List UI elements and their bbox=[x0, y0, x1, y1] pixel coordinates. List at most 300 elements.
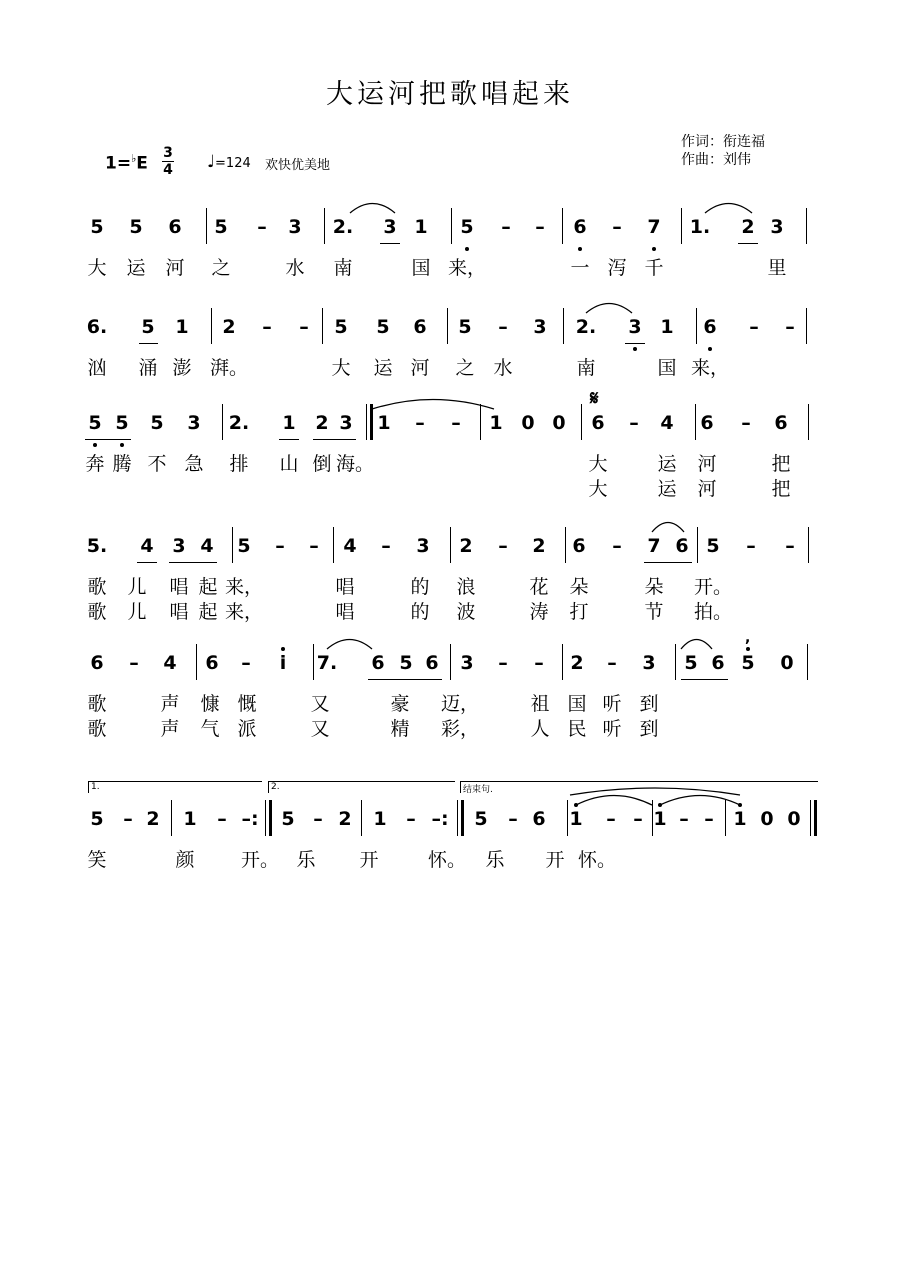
lyric-verse-1: 花 bbox=[529, 576, 549, 598]
slur bbox=[372, 396, 494, 410]
melody-note: 1 bbox=[373, 808, 387, 830]
lyric-verse-1: 运 bbox=[373, 357, 393, 379]
melody-note: – bbox=[785, 535, 795, 557]
melody-note: 2 bbox=[570, 652, 584, 674]
lyric-verse-1: 的 bbox=[410, 576, 430, 598]
barline bbox=[562, 208, 563, 244]
lyric-verse-1: 开 bbox=[359, 849, 379, 871]
melody-note: 6 bbox=[700, 412, 714, 434]
slur bbox=[681, 636, 712, 650]
melody-note: 5 bbox=[684, 652, 698, 674]
melody-note: – bbox=[451, 412, 461, 434]
lyric-verse-1: 开 bbox=[545, 849, 565, 871]
beam-underline bbox=[380, 243, 400, 244]
melody-note: – bbox=[633, 808, 643, 830]
melody-note: – bbox=[746, 535, 756, 557]
beam-underline bbox=[368, 679, 442, 680]
melody-note: 6 bbox=[573, 216, 587, 238]
melody-note: – bbox=[217, 808, 227, 830]
lyric-verse-2: 唱 bbox=[335, 601, 355, 623]
barline bbox=[565, 527, 566, 563]
lyric-verse-1: 水 bbox=[285, 257, 305, 279]
lyric-verse-1: 歌 bbox=[87, 576, 107, 598]
tempo-mark bbox=[207, 152, 251, 172]
barline bbox=[450, 644, 451, 680]
beam-underline bbox=[137, 562, 157, 563]
melody-note: – bbox=[501, 216, 511, 238]
melody-note: – bbox=[241, 652, 251, 674]
barline bbox=[808, 404, 809, 440]
melody-note: – bbox=[257, 216, 267, 238]
melody-note: – bbox=[606, 808, 616, 830]
melody-note: 4 bbox=[200, 535, 214, 557]
lyric-verse-2: 民 bbox=[567, 718, 587, 740]
barline bbox=[563, 308, 564, 344]
segno-icon: 𝄋 bbox=[590, 386, 599, 410]
melody-note: 7 bbox=[647, 216, 661, 238]
melody-note: – bbox=[612, 535, 622, 557]
barline bbox=[810, 800, 811, 836]
double-barline bbox=[269, 800, 272, 836]
melody-note: – bbox=[415, 412, 425, 434]
melody-note: 5 bbox=[115, 412, 129, 434]
lyric-verse-1: 把 bbox=[771, 453, 791, 475]
lyric-verse-1: 朵 bbox=[644, 576, 664, 598]
lyric-verse-2: 拍。 bbox=[693, 601, 733, 623]
barline bbox=[447, 308, 448, 344]
lyric-verse-1: 大 bbox=[588, 453, 608, 475]
lyric-verse-2: 儿 bbox=[127, 601, 147, 623]
melody-note: – bbox=[508, 808, 518, 830]
melody-note: 5 bbox=[150, 412, 164, 434]
melody-note: 4 bbox=[343, 535, 357, 557]
melody-note: – bbox=[498, 652, 508, 674]
lyric-verse-2: 波 bbox=[456, 601, 476, 623]
melody-note: 6 bbox=[675, 535, 689, 557]
melody-note: 7 bbox=[647, 535, 661, 557]
slur bbox=[327, 636, 372, 650]
lyric-verse-2: 唱 bbox=[169, 601, 189, 623]
lyric-verse-1: 笑 bbox=[87, 849, 107, 871]
lyric-verse-2: 听 bbox=[602, 718, 622, 740]
volta-edge bbox=[88, 781, 89, 793]
melody-note: 0 bbox=[760, 808, 774, 830]
melody-note: – bbox=[406, 808, 416, 830]
barline bbox=[808, 527, 809, 563]
barline bbox=[562, 644, 563, 680]
lyric-verse-1: 运 bbox=[126, 257, 146, 279]
slur bbox=[350, 200, 395, 214]
flat-icon: ♭ bbox=[131, 152, 137, 165]
barline bbox=[806, 208, 807, 244]
lyric-verse-1: 河 bbox=[410, 357, 430, 379]
melody-note: 6 bbox=[703, 316, 717, 338]
melody-note: – bbox=[309, 535, 319, 557]
lyric-verse-1: 南 bbox=[333, 257, 353, 279]
quarter-note-icon: ♩ bbox=[207, 152, 216, 172]
lyric-verse-1: 湃。 bbox=[209, 357, 249, 379]
time-signature bbox=[162, 146, 174, 177]
lyric-verse-1: 到 bbox=[639, 693, 659, 715]
lyric-verse-1: 来， bbox=[224, 576, 264, 598]
barline bbox=[322, 308, 323, 344]
lyric-verse-2: 气 bbox=[200, 718, 220, 740]
double-barline bbox=[461, 800, 464, 836]
key-signature bbox=[105, 152, 148, 174]
melody-note: 1 bbox=[653, 808, 667, 830]
melody-note: – bbox=[629, 412, 639, 434]
melody-note: – bbox=[607, 652, 617, 674]
melody-note: 5 bbox=[141, 316, 155, 338]
melody-note: – bbox=[498, 316, 508, 338]
lyric-verse-1: 之 bbox=[211, 257, 231, 279]
double-barline bbox=[814, 800, 817, 836]
low-octave-dot bbox=[578, 247, 582, 251]
low-octave-dot bbox=[708, 347, 712, 351]
lyric-verse-1: 歌 bbox=[87, 693, 107, 715]
melody-note: 5 bbox=[376, 316, 390, 338]
lyric-verse-2: 运 bbox=[657, 478, 677, 500]
melody-note: 5 bbox=[281, 808, 295, 830]
slur bbox=[652, 519, 684, 533]
lyric-verse-2: 打 bbox=[569, 601, 589, 623]
barline bbox=[807, 644, 808, 680]
volta-label: 结束句. bbox=[463, 785, 493, 795]
key-label: 1= bbox=[105, 153, 132, 174]
melody-note: 5 bbox=[237, 535, 251, 557]
barline bbox=[681, 208, 682, 244]
lyric-verse-1: 一 bbox=[570, 257, 590, 279]
high-octave-dot bbox=[746, 647, 750, 651]
melody-note: 4 bbox=[140, 535, 154, 557]
expression-mark: 欢快优美地 bbox=[265, 158, 331, 173]
lyric-verse-1: 乐 bbox=[485, 849, 505, 871]
barline bbox=[333, 527, 334, 563]
barline bbox=[211, 308, 212, 344]
high-octave-dot bbox=[281, 647, 285, 651]
barline bbox=[675, 644, 676, 680]
melody-note: – bbox=[262, 316, 272, 338]
melody-note: 1. bbox=[689, 216, 711, 238]
lyric-verse-1: 汹 bbox=[87, 357, 107, 379]
melody-note: 7. bbox=[316, 652, 338, 674]
lyric-verse-1: 唱 bbox=[335, 576, 355, 598]
lyric-verse-1: 唱 bbox=[169, 576, 189, 598]
lyric-verse-1: 国 bbox=[411, 257, 431, 279]
volta-bracket bbox=[268, 781, 455, 792]
melody-note: 6 bbox=[532, 808, 546, 830]
lyric-verse-1: 祖 bbox=[530, 693, 550, 715]
melody-note: – bbox=[749, 316, 759, 338]
barline bbox=[450, 527, 451, 563]
lyric-verse-1: 国 bbox=[567, 693, 587, 715]
barline bbox=[222, 404, 223, 440]
lyric-verse-2: 来， bbox=[224, 601, 264, 623]
melody-note: 3 bbox=[770, 216, 784, 238]
melody-note: 5 bbox=[399, 652, 413, 674]
melody-note: 6 bbox=[168, 216, 182, 238]
lyric-verse-1: 豪 bbox=[390, 693, 410, 715]
lyric-verse-1: 海。 bbox=[335, 453, 375, 475]
melody-note: 5 bbox=[474, 808, 488, 830]
melody-note: 3 bbox=[339, 412, 353, 434]
melody-note: 2 bbox=[222, 316, 236, 338]
barline bbox=[652, 800, 653, 836]
lyric-verse-1: 开。 bbox=[693, 576, 733, 598]
melody-note: 3 bbox=[628, 316, 642, 338]
lyric-verse-2: 声 bbox=[160, 718, 180, 740]
lyric-verse-2: 精 bbox=[390, 718, 410, 740]
melody-note: 3 bbox=[416, 535, 430, 557]
melody-note: 5 bbox=[741, 652, 755, 674]
time-top: 3 bbox=[163, 145, 173, 161]
lyric-verse-1: 南 bbox=[576, 357, 596, 379]
lyric-verse-2: 彩， bbox=[440, 718, 480, 740]
lyric-verse-1: 大 bbox=[331, 357, 351, 379]
lyric-verse-1: 奔 bbox=[85, 453, 105, 475]
melody-note: – bbox=[313, 808, 323, 830]
tie bbox=[570, 785, 740, 797]
barline bbox=[324, 208, 325, 244]
melody-note: – bbox=[123, 808, 133, 830]
lyric-verse-1: 浪 bbox=[456, 576, 476, 598]
volta-edge bbox=[268, 781, 269, 793]
melody-note: 1 bbox=[489, 412, 503, 434]
lyric-verse-2: 歌 bbox=[87, 601, 107, 623]
lyric-verse-2: 河 bbox=[697, 478, 717, 500]
melody-note: – bbox=[275, 535, 285, 557]
lyric-verse-1: 慷 bbox=[200, 693, 220, 715]
barline bbox=[313, 644, 314, 680]
melody-note: 6 bbox=[413, 316, 427, 338]
beam-underline bbox=[139, 343, 158, 344]
beam-underline bbox=[681, 679, 728, 680]
lyric-verse-1: 慨 bbox=[237, 693, 257, 715]
melody-note: 5 bbox=[90, 808, 104, 830]
melody-note: 6 bbox=[90, 652, 104, 674]
melody-note: 5 bbox=[334, 316, 348, 338]
lyric-verse-1: 水 bbox=[493, 357, 513, 379]
volta-label: 1. bbox=[91, 782, 100, 792]
melody-note: 3 bbox=[288, 216, 302, 238]
melody-note: 1 bbox=[414, 216, 428, 238]
melody-note: 1 bbox=[282, 412, 296, 434]
barline bbox=[696, 308, 697, 344]
melody-note: – bbox=[679, 808, 689, 830]
lyric-verse-1: 来， bbox=[447, 257, 487, 279]
song-title: 大运河把歌唱起来 bbox=[326, 79, 574, 110]
melody-note: 6 bbox=[774, 412, 788, 434]
melody-note: – bbox=[299, 316, 309, 338]
melody-note: 1 bbox=[733, 808, 747, 830]
beam-underline bbox=[625, 343, 645, 344]
lyric-verse-2: 人 bbox=[530, 718, 550, 740]
breath-mark-icon: , bbox=[745, 630, 751, 646]
barline bbox=[697, 527, 698, 563]
lyric-verse-1: 山 bbox=[279, 453, 299, 475]
lyric-verse-2: 把 bbox=[771, 478, 791, 500]
lyric-verse-1: 泻 bbox=[607, 257, 627, 279]
melody-note: 2 bbox=[338, 808, 352, 830]
melody-note: – bbox=[612, 216, 622, 238]
time-bottom: 4 bbox=[163, 162, 173, 178]
lyric-verse-1: 听 bbox=[602, 693, 622, 715]
melody-note: 6 bbox=[572, 535, 586, 557]
melody-note: 4 bbox=[163, 652, 177, 674]
slur bbox=[586, 300, 632, 314]
melody-note: 1 bbox=[183, 808, 197, 830]
low-octave-dot bbox=[652, 247, 656, 251]
melody-note: 6 bbox=[711, 652, 725, 674]
lyric-verse-1: 乐 bbox=[296, 849, 316, 871]
melody-note: 2. bbox=[575, 316, 597, 338]
beam-underline bbox=[313, 439, 356, 440]
melody-note: 5 bbox=[214, 216, 228, 238]
lyric-verse-1: 河 bbox=[165, 257, 185, 279]
lyric-verse-1: 倒 bbox=[312, 453, 332, 475]
melody-note: 3 bbox=[460, 652, 474, 674]
lyric-verse-1: 起 bbox=[198, 576, 218, 598]
lyric-verse-1: 颜 bbox=[175, 849, 195, 871]
lyric-verse-1: 之 bbox=[455, 357, 475, 379]
lyric-verse-1: 怀。 bbox=[427, 849, 467, 871]
lyric-verse-1: 排 bbox=[229, 453, 249, 475]
melody-note: 2 bbox=[146, 808, 160, 830]
melody-note: 5 bbox=[458, 316, 472, 338]
melody-note: 5 bbox=[129, 216, 143, 238]
melody-note: 1 bbox=[175, 316, 189, 338]
melody-note: 1 bbox=[377, 412, 391, 434]
low-octave-dot bbox=[93, 443, 97, 447]
melody-note: 1 bbox=[660, 316, 674, 338]
melody-note: – bbox=[535, 216, 545, 238]
lyric-verse-2: 节 bbox=[644, 601, 664, 623]
credits bbox=[681, 133, 765, 169]
melody-note: 0 bbox=[780, 652, 794, 674]
barline bbox=[457, 800, 458, 836]
barline bbox=[361, 800, 362, 836]
lyric-verse-1: 迈， bbox=[440, 693, 480, 715]
lyric-verse-1: 腾 bbox=[112, 453, 132, 475]
lyricist-credit: 作词：衔连福 bbox=[681, 134, 765, 150]
composer-credit: 作曲：刘伟 bbox=[681, 152, 751, 168]
melody-note: 6. bbox=[86, 316, 108, 338]
volta-label: 2. bbox=[271, 782, 280, 792]
lyric-verse-1: 运 bbox=[657, 453, 677, 475]
volta-bracket bbox=[88, 781, 262, 792]
melody-note: 2. bbox=[332, 216, 354, 238]
lyric-verse-2: 起 bbox=[198, 601, 218, 623]
melody-note: i bbox=[279, 652, 287, 674]
lyric-verse-1: 涌 bbox=[138, 357, 158, 379]
lyric-verse-1: 怀。 bbox=[577, 849, 617, 871]
melody-note: 2 bbox=[741, 216, 755, 238]
key-note: E bbox=[136, 153, 148, 174]
melody-note: 5. bbox=[86, 535, 108, 557]
lyric-verse-1: 澎 bbox=[172, 357, 192, 379]
barline bbox=[171, 800, 172, 836]
melody-note: 3 bbox=[187, 412, 201, 434]
lyric-verse-2: 又 bbox=[310, 718, 330, 740]
melody-note: 0 bbox=[552, 412, 566, 434]
melody-note: 2 bbox=[315, 412, 329, 434]
lyric-verse-1: 又 bbox=[310, 693, 330, 715]
lyric-verse-1: 儿 bbox=[127, 576, 147, 598]
melody-note: 6 bbox=[205, 652, 219, 674]
melody-note: 2. bbox=[228, 412, 250, 434]
lyric-verse-1: 大 bbox=[87, 257, 107, 279]
lyric-verse-1: 河 bbox=[697, 453, 717, 475]
melody-note: – bbox=[741, 412, 751, 434]
lyric-verse-2: 的 bbox=[410, 601, 430, 623]
lyric-verse-1: 来， bbox=[690, 357, 730, 379]
melody-note: 2 bbox=[532, 535, 546, 557]
lyric-verse-2: 到 bbox=[639, 718, 659, 740]
volta-edge bbox=[460, 781, 461, 793]
melody-note: 6 bbox=[371, 652, 385, 674]
barline bbox=[451, 208, 452, 244]
melody-note: – bbox=[129, 652, 139, 674]
lyric-verse-1: 千 bbox=[644, 257, 664, 279]
lyric-verse-1: 不 bbox=[147, 453, 167, 475]
melody-note: 2 bbox=[459, 535, 473, 557]
lyric-verse-2: 涛 bbox=[529, 601, 549, 623]
barline bbox=[206, 208, 207, 244]
barline bbox=[232, 527, 233, 563]
barline bbox=[265, 800, 266, 836]
barline bbox=[567, 800, 568, 836]
melody-note: – bbox=[534, 652, 544, 674]
lyric-verse-1: 声 bbox=[160, 693, 180, 715]
melody-note: 0 bbox=[521, 412, 535, 434]
barline bbox=[695, 404, 696, 440]
barline bbox=[581, 404, 582, 440]
melody-note: 3 bbox=[642, 652, 656, 674]
beam-underline bbox=[279, 439, 299, 440]
beam-underline bbox=[644, 562, 692, 563]
melody-note: – bbox=[785, 316, 795, 338]
slur bbox=[705, 200, 752, 214]
melody-note: –: bbox=[241, 808, 259, 830]
lyric-verse-1: 里 bbox=[767, 257, 787, 279]
beam-underline bbox=[169, 562, 217, 563]
melody-note: 5 bbox=[706, 535, 720, 557]
barline bbox=[366, 404, 367, 440]
melody-note: – bbox=[498, 535, 508, 557]
barline bbox=[806, 308, 807, 344]
melody-note: 0 bbox=[787, 808, 801, 830]
barline bbox=[196, 644, 197, 680]
lyric-verse-1: 国 bbox=[657, 357, 677, 379]
melody-note: – bbox=[381, 535, 391, 557]
lyric-verse-1: 急 bbox=[184, 453, 204, 475]
melody-note: 6 bbox=[425, 652, 439, 674]
beam-underline bbox=[85, 439, 131, 440]
melody-note: 4 bbox=[660, 412, 674, 434]
melody-note: 3 bbox=[383, 216, 397, 238]
low-octave-dot bbox=[633, 347, 637, 351]
melody-note: 5 bbox=[88, 412, 102, 434]
lyric-verse-2: 派 bbox=[237, 718, 257, 740]
lyric-verse-2: 大 bbox=[588, 478, 608, 500]
lyric-verse-2: 歌 bbox=[87, 718, 107, 740]
low-octave-dot bbox=[465, 247, 469, 251]
melody-note: 3 bbox=[533, 316, 547, 338]
melody-note: 5 bbox=[460, 216, 474, 238]
melody-note: 3 bbox=[172, 535, 186, 557]
low-octave-dot bbox=[120, 443, 124, 447]
melody-note: 5 bbox=[90, 216, 104, 238]
